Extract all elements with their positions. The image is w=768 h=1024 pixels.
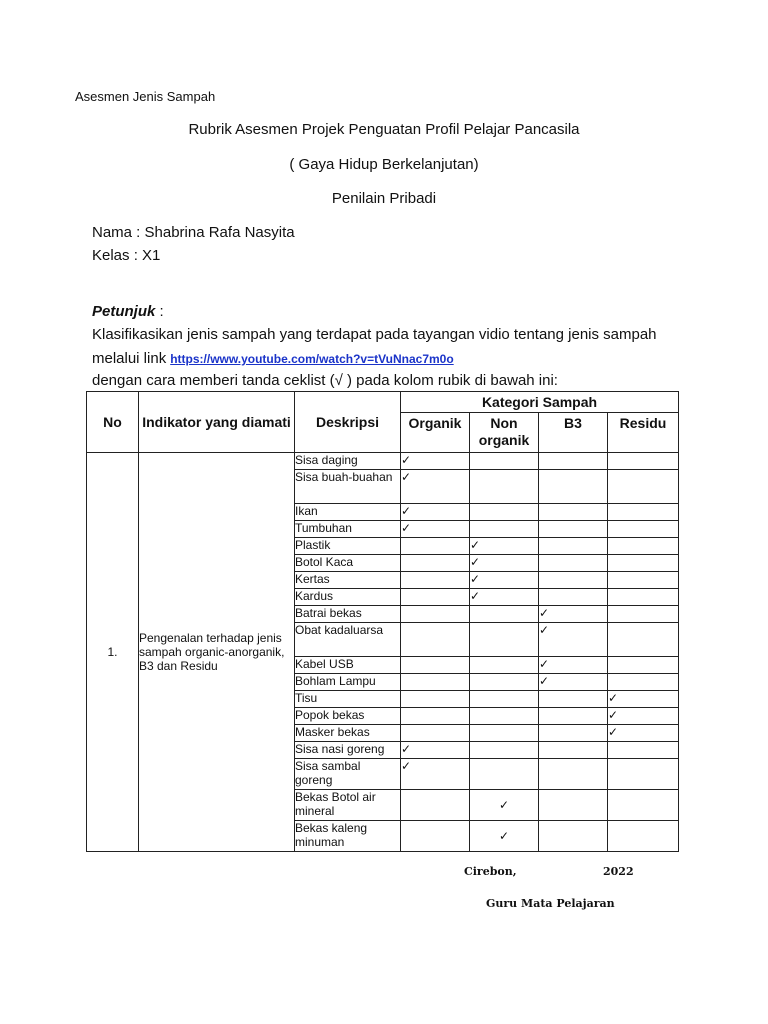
checkmark-icon: ✓ [401,453,412,467]
page-title: Rubrik Asesmen Projek Penguatan Profil Pelajar Pancasila [188,121,580,138]
check-cell-b3[interactable] [539,504,608,521]
instruction-line-1: Klasifikasikan jenis sampah yang terdapat pada tayangan vidio tentang jenis sampah [92,326,657,343]
description-cell: Sisa buah-buahan [295,470,401,504]
instruction-line-3: dengan cara memberi tanda ceklist (√ ) pada kolom rubik di bawah ini: [92,372,558,389]
check-cell-organik[interactable] [401,691,470,708]
check-cell-residu[interactable] [608,606,679,623]
header-residu: Residu [608,413,679,453]
footer-city: Cirebon, [464,865,517,878]
header-deskripsi: Deskripsi [295,392,401,453]
check-cell-b3[interactable] [539,691,608,708]
checkmark-icon: ✓ [608,725,619,739]
check-cell-residu[interactable] [608,555,679,572]
description-cell: Bekas kaleng minuman [295,821,401,852]
description-cell: Batrai bekas [295,606,401,623]
description-cell: Tisu [295,691,401,708]
header-kategori: Kategori Sampah [401,392,679,413]
checkmark-icon: ✓ [608,691,619,705]
check-cell-b3[interactable] [539,708,608,725]
check-cell-residu[interactable] [608,657,679,674]
check-cell-b3[interactable] [539,589,608,606]
check-cell-non-organik[interactable] [470,521,539,538]
check-cell-organik[interactable] [401,623,470,657]
description-cell: Popok bekas [295,708,401,725]
check-cell-non-organik[interactable] [470,572,539,589]
header-organik: Organik [401,413,470,453]
rubric-table [86,391,679,852]
check-cell-organik[interactable] [401,453,470,470]
check-cell-b3[interactable] [539,521,608,538]
checkmark-icon: ✓ [470,555,481,569]
check-cell-residu[interactable] [608,759,679,790]
header-b3: B3 [539,413,608,453]
check-cell-organik[interactable] [401,555,470,572]
checkmark-icon: ✓ [539,606,550,620]
check-cell-b3[interactable] [539,790,608,821]
description-cell: Kabel USB [295,657,401,674]
table-row [87,453,679,470]
indicator-cell: Pengenalan terhadap jenis sampah organic-anorganik, B3 dan Residu [139,453,295,852]
header-non-organik: Non organik [470,413,539,453]
row-number: 1. [87,453,139,852]
check-cell-b3[interactable] [539,470,608,504]
checkmark-icon: ✓ [498,798,510,812]
check-cell-non-organik[interactable] [470,623,539,657]
description-cell: Obat kadaluarsa [295,623,401,657]
assessment-type: Penilain Pribadi [331,190,437,207]
description-cell: Bohlam Lampu [295,674,401,691]
instructions-colon: : [155,303,164,320]
check-cell-residu[interactable] [608,538,679,555]
checkmark-icon: ✓ [539,623,550,637]
description-cell: Kertas [295,572,401,589]
check-cell-non-organik[interactable] [470,453,539,470]
check-cell-organik[interactable] [401,821,470,852]
check-cell-b3[interactable] [539,725,608,742]
description-cell: Plastik [295,538,401,555]
check-cell-organik[interactable] [401,470,470,504]
check-cell-residu[interactable] [608,623,679,657]
check-cell-non-organik[interactable] [470,606,539,623]
check-cell-non-organik[interactable] [470,538,539,555]
description-cell: Sisa sambal goreng [295,759,401,790]
check-cell-b3[interactable] [539,606,608,623]
check-cell-organik[interactable] [401,589,470,606]
check-cell-residu[interactable] [608,453,679,470]
footer-year: 2022 [603,865,634,878]
check-cell-organik[interactable] [401,759,470,790]
check-cell-residu[interactable] [608,708,679,725]
check-cell-non-organik[interactable] [470,657,539,674]
footer-signer: Guru Mata Pelajaran [486,897,615,910]
check-cell-organik[interactable] [401,790,470,821]
check-cell-b3[interactable] [539,742,608,759]
check-cell-residu[interactable] [608,470,679,504]
description-cell: Sisa daging [295,453,401,470]
description-cell: Botol Kaca [295,555,401,572]
description-cell: Ikan [295,504,401,521]
description-cell: Kardus [295,589,401,606]
check-cell-organik[interactable] [401,606,470,623]
check-cell-non-organik[interactable] [470,691,539,708]
checkmark-icon: ✓ [498,829,510,843]
check-cell-b3[interactable] [539,453,608,470]
check-cell-non-organik[interactable] [470,742,539,759]
instruction-line-2 [92,350,454,367]
check-cell-residu[interactable] [608,589,679,606]
checkmark-icon: ✓ [470,538,481,552]
checkmark-icon: ✓ [608,708,619,722]
description-cell: Tumbuhan [295,521,401,538]
rubric-body [87,453,679,852]
check-cell-organik[interactable] [401,504,470,521]
check-cell-b3[interactable] [539,821,608,852]
header-no: No [87,392,139,453]
check-cell-non-organik[interactable] [470,470,539,504]
check-cell-organik[interactable] [401,657,470,674]
check-cell-residu[interactable] [608,790,679,821]
check-cell-non-organik[interactable] [470,555,539,572]
check-cell-non-organik[interactable] [470,504,539,521]
instructions-title: Petunjuk [92,303,156,320]
student-name: Nama : Shabrina Rafa Nasyita [92,224,295,241]
instruction-link-prefix: melalui link [92,350,167,367]
checkmark-icon: ✓ [539,657,550,671]
check-cell-non-organik[interactable] [470,790,539,821]
check-cell-organik[interactable] [401,725,470,742]
check-cell-non-organik[interactable] [470,759,539,790]
check-cell-organik[interactable] [401,521,470,538]
description-cell: Sisa nasi goreng [295,742,401,759]
check-cell-b3[interactable] [539,674,608,691]
check-cell-organik[interactable] [401,538,470,555]
instructions-heading [92,303,164,320]
description-cell: Masker bekas [295,725,401,742]
check-cell-non-organik[interactable] [470,725,539,742]
document-label: Asesmen Jenis Sampah [75,89,216,104]
check-cell-organik[interactable] [401,572,470,589]
description-cell: Bekas Botol air mineral [295,790,401,821]
check-cell-residu[interactable] [608,691,679,708]
check-cell-residu[interactable] [608,521,679,538]
check-cell-residu[interactable] [608,504,679,521]
check-cell-b3[interactable] [539,538,608,555]
check-cell-non-organik[interactable] [470,821,539,852]
check-cell-non-organik[interactable] [470,589,539,606]
header-indikator: Indikator yang diamati [139,392,295,453]
checkmark-icon: ✓ [470,589,481,603]
check-cell-organik[interactable] [401,674,470,691]
checkmark-icon: ✓ [401,759,412,773]
checkmark-icon: ✓ [401,470,412,484]
checkmark-icon: ✓ [539,674,550,688]
check-cell-residu[interactable] [608,572,679,589]
video-link[interactable]: https://www.youtube.com/watch?v=tVuNnac7m0o [170,352,454,366]
check-cell-b3[interactable] [539,572,608,589]
check-cell-organik[interactable] [401,708,470,725]
check-cell-residu[interactable] [608,674,679,691]
checkmark-icon: ✓ [401,742,412,756]
check-cell-b3[interactable] [539,555,608,572]
check-cell-non-organik[interactable] [470,674,539,691]
check-cell-residu[interactable] [608,821,679,852]
check-cell-b3[interactable] [539,657,608,674]
check-cell-residu[interactable] [608,742,679,759]
check-cell-organik[interactable] [401,742,470,759]
page-subtitle: ( Gaya Hidup Berkelanjutan) [289,156,479,173]
check-cell-non-organik[interactable] [470,708,539,725]
check-cell-b3[interactable] [539,759,608,790]
checkmark-icon: ✓ [470,572,481,586]
check-cell-residu[interactable] [608,725,679,742]
check-cell-b3[interactable] [539,623,608,657]
checkmark-icon: ✓ [401,504,412,518]
checkmark-icon: ✓ [401,521,412,535]
student-class: Kelas : X1 [92,247,161,264]
